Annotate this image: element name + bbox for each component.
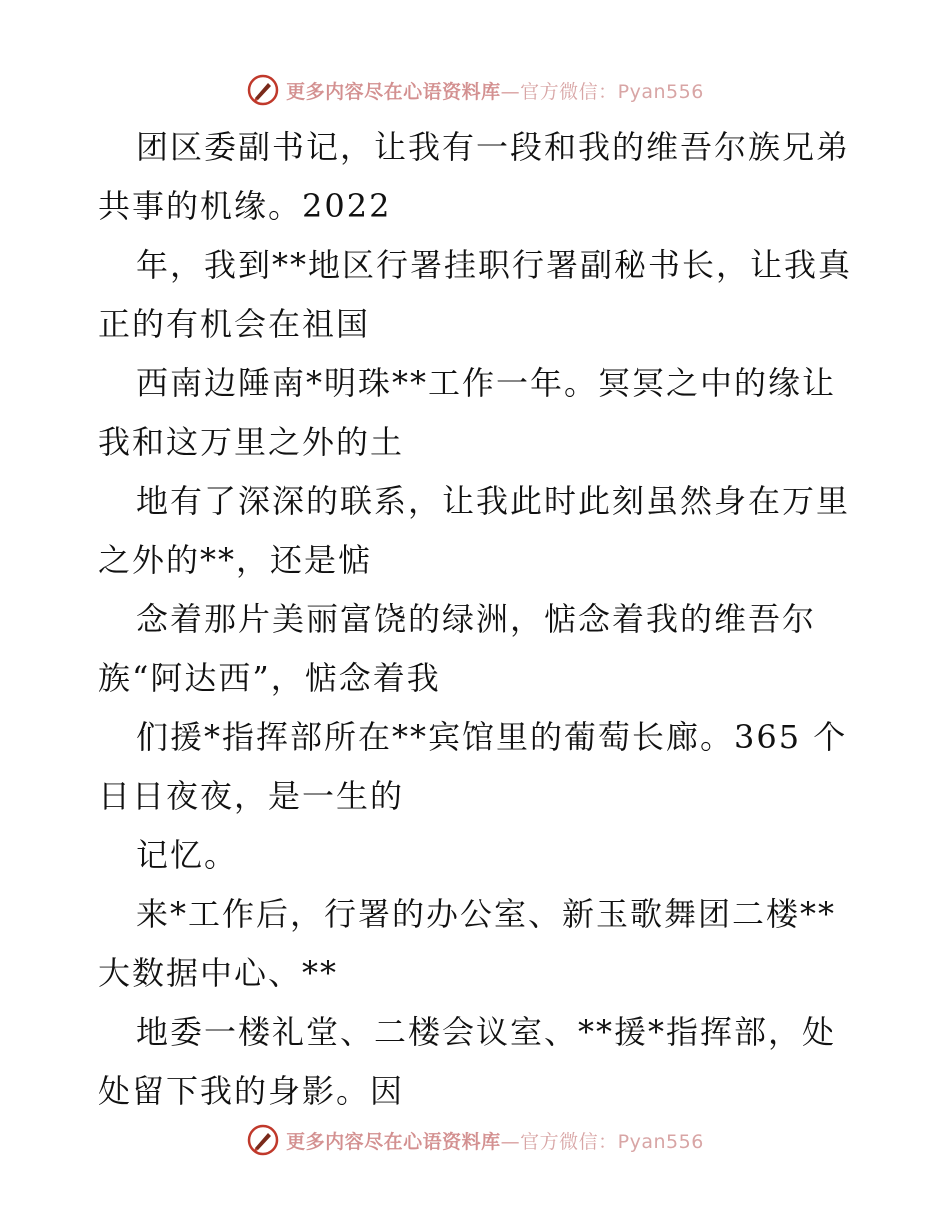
header-contact: 官方微信：Pyan556 <box>520 80 704 103</box>
text-line: 处留下我的身影。因 <box>98 1072 405 1110</box>
pen-logo-icon <box>246 1123 280 1157</box>
text-line: 记忆。 <box>136 836 239 874</box>
pen-logo-icon <box>246 73 280 107</box>
text-line: 团区委副书记，让我有一段和我的维吾尔族兄弟 <box>136 128 851 166</box>
text-line: 们援*指挥部所在**宾馆里的葡萄长廊。365 个 <box>136 718 848 756</box>
text-line: 大数据中心、** <box>98 954 339 992</box>
text-line: 正的有机会在祖国 <box>98 305 371 343</box>
footer-brand: 更多内容尽在心语资料库 <box>286 1130 501 1153</box>
text-line: 西南边陲南*明珠**工作一年。冥冥之中的缘让 <box>136 364 837 402</box>
header-brand: 更多内容尽在心语资料库 <box>286 80 501 103</box>
text-line: 年，我到**地区行署挂职行署副秘书长，让我真 <box>136 246 853 284</box>
text-line: 来*工作后，行署的办公室、新玉歌舞团二楼** <box>136 895 837 933</box>
text-line: 之外的**，还是惦 <box>98 541 373 579</box>
document-body <box>98 118 858 1121</box>
text-line: 地委一楼礼堂、二楼会议室、**援*指挥部，处 <box>136 1013 837 1051</box>
header-separator: — <box>500 80 521 103</box>
footer-watermark <box>0 1120 950 1160</box>
footer-separator: — <box>500 1130 521 1153</box>
text-line: 念着那片美丽富饶的绿洲，惦念着我的维吾尔 <box>136 600 817 638</box>
text-line: 日日夜夜，是一生的 <box>98 777 405 815</box>
text-line: 地有了深深的联系，让我此时此刻虽然身在万里 <box>136 482 851 520</box>
text-line: 族“阿达西”，惦念着我 <box>98 659 441 697</box>
header-watermark <box>0 70 950 110</box>
text-line: 我和这万里之外的土 <box>98 423 405 461</box>
text-line: 共事的机缘。2022 <box>98 187 392 225</box>
footer-contact: 官方微信：Pyan556 <box>520 1130 704 1153</box>
